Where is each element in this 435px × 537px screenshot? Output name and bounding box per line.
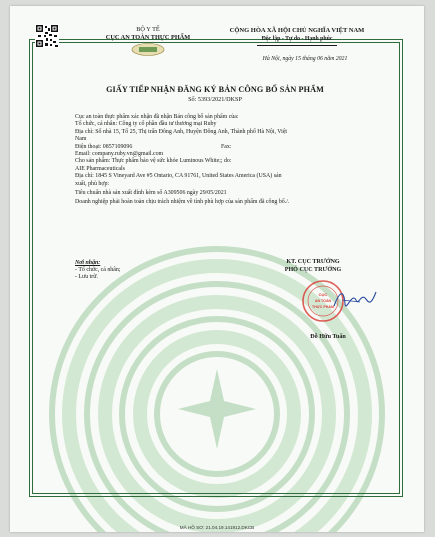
document-body bbox=[75, 114, 390, 207]
recipient-item: - Lưu trữ. bbox=[75, 274, 98, 281]
signer-name: Đỗ Hữu Tuấn bbox=[310, 334, 346, 340]
issuing-authority bbox=[88, 26, 208, 42]
recipients-block bbox=[75, 260, 120, 282]
fax-line: Fax: bbox=[221, 143, 232, 150]
document-page bbox=[10, 6, 424, 532]
manufacturer-line: AIE Pharmaceuticals bbox=[75, 165, 125, 172]
standard-line: Tiêu chuẩn nhà sản xuất đính kèm số A309506 ngày 29/05/2021 bbox=[75, 190, 227, 197]
national-heading bbox=[192, 26, 402, 46]
country-name: CỘNG HÒA XÃ HỘI CHỦ NGHĨA VIỆT NAM bbox=[229, 27, 365, 34]
manufacturer-address-cont: xuất, phù hợp: bbox=[75, 180, 110, 187]
dossier-code: MÃ HỒ SƠ: 21.04.19.141912.DKCB bbox=[179, 525, 255, 530]
phone-line: Điện thoại: 0857109096 bbox=[75, 143, 133, 150]
commitment-line: Doanh nghiệp phải hoàn toàn chịu trách nhiệm về tính phù hợp của sản phẩm đã công bố./. bbox=[75, 199, 290, 206]
issue-date: Hà Nội, ngày 15 tháng 06 năm 2021 bbox=[262, 56, 348, 62]
department-name: CỤC AN TOÀN THỰC PHẨM bbox=[105, 34, 191, 41]
svg-text:THỰC PHẨM: THỰC PHẨM bbox=[312, 305, 334, 309]
email-line: Email: company.ruby.vn@gmail.com bbox=[75, 151, 164, 158]
recipients-heading: Nơi nhận: bbox=[75, 260, 101, 266]
svg-text:CỤC: CỤC bbox=[318, 292, 328, 297]
document-title: GIẤY TIẾP NHẬN ĐĂNG KÝ BẢN CÔNG BỐ SẢN PHẨM bbox=[106, 85, 324, 94]
national-motto: Độc lập - Tự do - Hạnh phúc bbox=[261, 36, 333, 42]
intro-line: Cục an toàn thực phẩm xác nhận đã nhận Bản công bố sản phẩm của: bbox=[75, 114, 239, 120]
svg-text:AN TOÀN: AN TOÀN bbox=[314, 299, 332, 303]
manufacturer-address: Địa chỉ: 1845 S Vineyard Ave #5 Ontario, CA 91761, United States America (USA) sản bbox=[75, 173, 282, 180]
address-line: Địa chỉ: Số nhà 15, Tổ 25, Thị trấn Đông Anh, Huyện Đông Anh, Thành phố Hà Nội, Việt bbox=[75, 128, 288, 135]
signer-position: PHÓ CỤC TRƯỞNG bbox=[284, 266, 342, 273]
address-line-cont: Nam bbox=[75, 136, 87, 143]
motto-underline bbox=[257, 45, 337, 46]
contact-row bbox=[75, 144, 390, 151]
signature-title-block bbox=[248, 259, 378, 274]
department-logo-icon bbox=[131, 43, 165, 56]
ministry-name: BỘ Y TẾ bbox=[136, 26, 160, 33]
signer-role: KT. CỤC TRƯỞNG bbox=[286, 259, 340, 265]
product-line: Cho sản phẩm: Thực phẩm bảo vệ sức khỏe Luminous White;; do: bbox=[75, 158, 232, 165]
recipient-item: - Tổ chức, cá nhân; bbox=[75, 267, 121, 274]
document-number: Số: 5393/2021/DKSP bbox=[188, 96, 242, 103]
organization-line: Tổ chức, cá nhân: Công ty cổ phần đầu tư thương mại Ruby bbox=[75, 121, 217, 128]
handwritten-signature bbox=[330, 286, 380, 314]
qr-code bbox=[35, 24, 59, 48]
